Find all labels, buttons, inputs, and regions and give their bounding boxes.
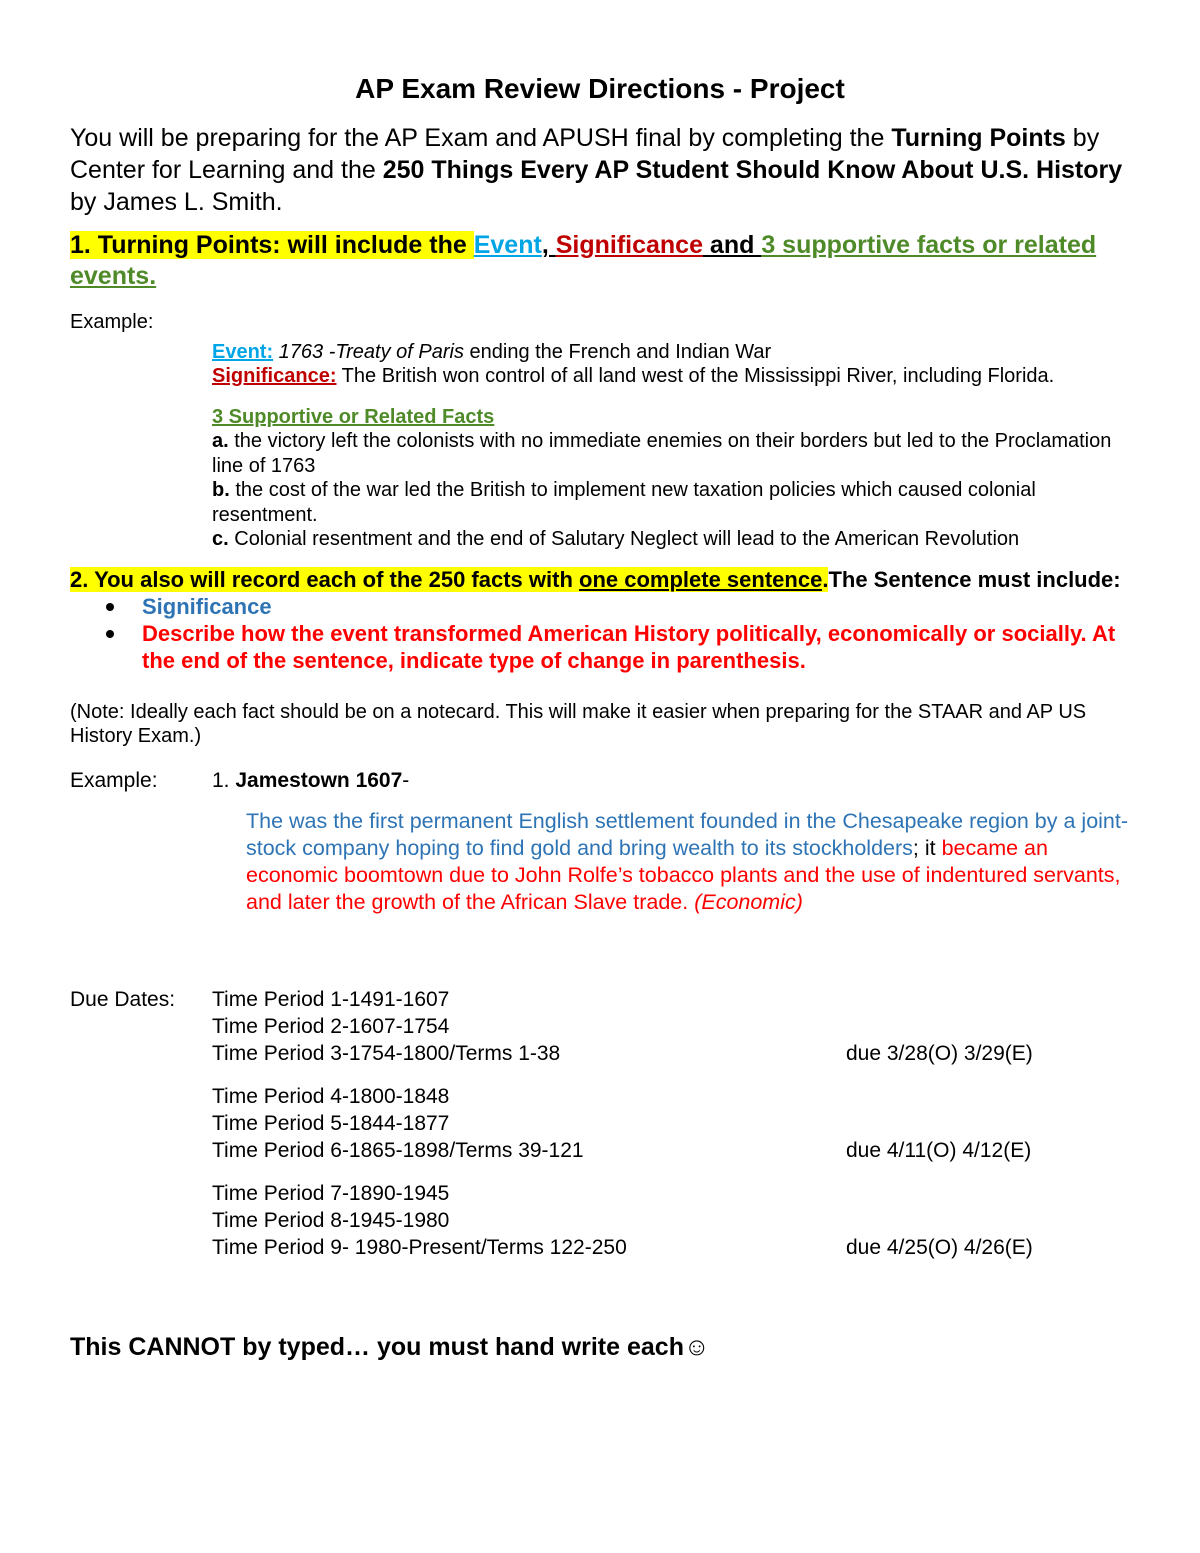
event-rest: ending the French and Indian War [463, 340, 772, 363]
section1-event: Event [473, 231, 542, 259]
due-row [70, 1137, 1130, 1164]
time-period: Time Period 8-1945-1980 [212, 1208, 450, 1232]
example2-change-type: (Economic) [694, 889, 803, 914]
due-dates-label: Due Dates: [70, 987, 176, 1011]
example1-block [212, 340, 1130, 552]
example1-event-line [212, 340, 1130, 365]
due-row [70, 1234, 1130, 1261]
time-period: Time Period 5-1844-1877 [212, 1111, 450, 1135]
closing-statement: This CANNOT by typed… you must hand write each☺ [70, 1332, 710, 1361]
example2-paragraph [246, 808, 1130, 916]
section2-underlined: one complete sentence [579, 566, 823, 592]
bullet-describe [70, 620, 1130, 674]
event-year: 1763 - [273, 340, 336, 363]
due-row [70, 986, 1130, 1013]
time-period: Time Period 2-1607-1754 [212, 1014, 450, 1038]
time-period: Time Period 4-1800-1848 [212, 1084, 450, 1108]
fact-letter: b. [212, 479, 230, 501]
document-page [70, 72, 1130, 1363]
fact-text: the victory left the colonists with no immediate enemies on their borders but led to the Proclamation line of 1763 [212, 430, 1112, 477]
example2-transform-text: became an economic boomtown due to John Rolfe’s tobacco plants and the use of indentured servants, and later the growth of the African Slave trade. [246, 835, 1121, 914]
event-label: Event: [212, 340, 274, 363]
time-period: Time Period 7-1890-1945 [212, 1181, 450, 1205]
time-period: Time Period 1-1491-1607 [212, 987, 450, 1011]
example2-heading: Jamestown 1607 [235, 768, 403, 792]
example1-significance-line [212, 364, 1130, 389]
example2-number: 1. [212, 768, 236, 792]
time-period: Time Period 9- 1980-Present/Terms 122-250 [212, 1235, 627, 1259]
fact-item [212, 527, 1130, 552]
example2-heading-line [212, 767, 409, 794]
intro-text: by James L. Smith. [70, 188, 283, 216]
intro-text: You will be preparing for the AP Exam and APUSH final by completing the [70, 124, 892, 152]
due-date: due 4/11(O) 4/12(E) [846, 1138, 1032, 1162]
section1-significance: Significance [555, 231, 703, 259]
section2-rest: The Sentence must include: [828, 566, 1121, 592]
section1-lead: 1. Turning Points: will include the [70, 231, 474, 259]
section2-dot: . [822, 566, 829, 592]
section2-bullet-list [70, 593, 1130, 674]
due-row [70, 1013, 1130, 1040]
due-date: due 4/25(O) 4/26(E) [846, 1235, 1033, 1259]
intro-turning-points: Turning Points [891, 124, 1066, 152]
time-period: Time Period 6-1865-1898/Terms 39-121 [212, 1138, 584, 1162]
due-row [70, 1110, 1130, 1137]
due-row [70, 1083, 1130, 1110]
time-period: Time Period 3-1754-1800/Terms 1-38 [212, 1041, 561, 1065]
example2-dash: - [402, 768, 410, 792]
significance-text: The British won control of all land west of the Mississippi River, including Florida. [336, 365, 1055, 387]
section2-heading [70, 566, 1130, 593]
section2-lead: 2. You also will record each of the 250 facts with [70, 566, 580, 592]
page-title: AP Exam Review Directions - Project [355, 73, 845, 104]
bullet-text: Describe how the event transformed American History politically, economically or socially. At the end of the sentence, indicate type of change in parenthesis. [142, 620, 1116, 673]
note-paragraph: (Note: Ideally each fact should be on a notecard. This will make it easier when preparing for the STAAR and AP US History Exam.) [70, 700, 1087, 747]
section1-heading [70, 230, 1130, 292]
due-row [70, 1040, 1130, 1067]
fact-letter: c. [212, 528, 229, 550]
intro-text: by Center for Learning and the [70, 124, 1100, 184]
bullet-icon [106, 603, 114, 611]
event-treaty: Treaty of Paris [335, 340, 464, 363]
example1-label: Example: [70, 311, 154, 333]
fact-item [212, 478, 1130, 527]
bullet-text: Significance [142, 593, 272, 619]
section1-facts: 3 supportive facts or related events. [70, 231, 1097, 290]
intro-250-things: 250 Things Every AP Student Should Know About U.S. History [382, 156, 1123, 184]
fact-item [212, 429, 1130, 478]
due-date: due 3/28(O) 3/29(E) [846, 1041, 1033, 1065]
significance-label: Significance: [212, 365, 337, 387]
due-dates [70, 986, 1130, 1261]
fact-letter: a. [212, 430, 229, 452]
due-row [70, 1207, 1130, 1234]
example2-significance-text: The was the first permanent English settlement founded in the Chesapeake region by a joint-stock company hoping to find gold and bring wealth to its stockholders [246, 808, 1129, 860]
fact-text: Colonial resentment and the end of Salutary Neglect will lead to the American Revolution [228, 528, 1020, 550]
bullet-significance [70, 593, 1130, 620]
fact-text: the cost of the war led the British to implement new taxation policies which caused colonial resentment. [212, 479, 1036, 526]
facts-heading: 3 Supportive or Related Facts [212, 405, 495, 428]
section1-comma: , [541, 231, 556, 259]
intro-paragraph [70, 122, 1130, 218]
example2-line [70, 767, 1130, 794]
bullet-icon [106, 630, 114, 638]
section1-and: and [702, 231, 762, 259]
due-row [70, 1180, 1130, 1207]
example2-label: Example: [70, 768, 158, 792]
example2-semicolon: ; it [912, 835, 936, 860]
